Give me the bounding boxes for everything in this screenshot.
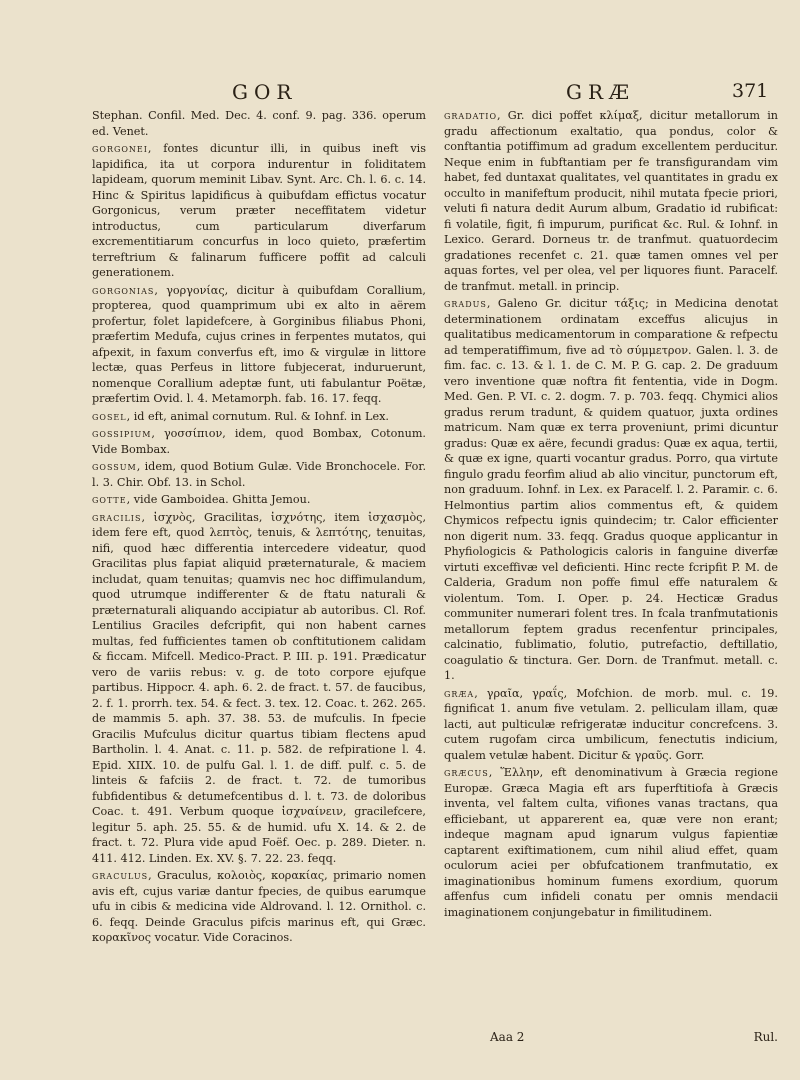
dictionary-entry: gotte, vide Gamboidea. Ghitta Jemou. <box>92 493 311 506</box>
entry-headword: gracilis <box>92 510 142 524</box>
dictionary-entry <box>92 108 426 139</box>
entry-headword: graculus <box>92 869 149 882</box>
running-head-right: GRÆ <box>566 80 636 104</box>
dictionary-entry: gossipium, γοσσίπιον, idem, quod Bombax, Cotonum. Vide Bombax. <box>92 427 426 456</box>
entry-text: Galeno Gr. dicitur τάξις; in Medicina denotat determinationem ordinatam exceffus alicujus in qualitatibus medicamentorum in comparatione & refpectu ad temperatiffimum, five ad τὸ σύμμετρον. Galen. l. 3. de fim. fac. c. 13. & l. 1. de C. M. P. G. cap. 2. De graduum vero inventione quæ noftra fit fententia, vide in Dogm. Med. Gen. P. VI. c. 2. dogm. 7. p. 703. feqq. Chymici alios gradus rerum tradunt, & quidem quatuor, juxta ordines matricum. Nam quæ ex terra proveniunt, primi dicuntur gradus: Quæ ex aëre, fecundi gradus: Quæ ex aqua, tertii, & quæ ex igne, quarti vocantur gradus. Porro, qua virtute fingulo gradu feorfim aliud ab alio vincitur, punctorum eft, non graduum. Iohnf. in Lex. ex Paracelf. l. 2. Paramir. c. 6. Helmontius partim alios commentus eft, & quidem Chymicos refpectu ignis quindecim; tr. Calor efficienter non digerit num. 33. feqq. Gradus quoque applicantur in Phyfiologicis & Pathologicis caloris in fanguine diverfæ virtuti exceffivæ vel deficienti. Hinc recte fcripfit P. M. de Calderia, Gradum non poffe fimul effe naturalem & violentum. Tom. I. Oper. p. 24. Hecticæ Gradus communiter numerari folent tres. In fcala tranfmutationis metallorum feptem gradus recenfentur principales, calcinatio, fublimatio, folutio, putrefactio, deftillatio, coagulatio & tinctura. Ger. Dorn. de Tranfmut. metall. c. 1. <box>444 297 778 682</box>
signature-mark: Aaa 2 <box>490 1030 525 1044</box>
entry-headword: gossum <box>92 460 137 473</box>
dictionary-entry: gorgonias, γοργονίας, dicitur à quibufdam Corallium, propterea, quod quamprimum ubi ex alto in aërem profertur, folet lapidefcere, à Gorginibus filiabus Phoni, præfertim Medufa, cujus crines in ferpentes mutatos, qui afpexit, in faxum converfus eft, imo & virgulæ in littore lectæ, quas Perfeus in littore fubjecerat, induruerunt, nomenque Corallium adeptæ funt, uti fabulantur Poëtæ, præfertim Ovid. l. 4. Metamorph. fab. 16. 17. feqq. <box>92 283 426 405</box>
entry-text: γοσσίπιον, idem, quod Bombax, Cotonum. Vide Bombax. <box>92 427 426 456</box>
dictionary-entry: gorgonei, fontes dicuntur illi, in quibus ineft vis lapidifica, ita ut corpora indurentur in foliditatem lapideam, quorum meminit Libav. Synt. Arc. Ch. l. 6. c. 14. Hinc & Spiritus lapidificus à quibufdam effictus vocatur Gorgonicus, verum præter neceffitatem videtur introductus, cum particularum diverfarum excrementitiarum concurfus in loco quieto, præfertim terreftrium & falinarum fufficere poffit ad calculi generationem. <box>92 142 426 279</box>
text-columns <box>92 108 778 948</box>
entry-text: γοργονίας, dicitur à quibufdam Corallium, propterea, quod quamprimum ubi ex alto in aërem profertur, folet lapidefcere, à Gorginibus filiabus Phoni, præfertim Medufa, cujus crines in ferpentes mutatos, qui afpexit, in faxum converfus eft, imo & virgulæ in littore lectæ, quas Perfeus in littore fubjecerat, induruerunt, nomenque Corallium adeptæ funt, uti fabulantur Poëtæ, præfertim Ovid. l. 4. Metamorph. fab. 16. 17. feqq. <box>92 283 426 405</box>
right-column <box>444 108 778 948</box>
dictionary-entry: græcus, Ἕλλην, eft denominativum à Græcia regione Europæ. Græca Magia eft ars fuperftitiofa à Græcis inventa, vel faltem culta, vifiones vanas tractans, qua efficiebant, ut apparerent ea, quæ vere non erant; indeque magnam apud ignarum vulgus fapientiæ captarent exiftimationem, cum nihil aliud effet, quam oculorum aciei per obfufcationem tranfmutatio, ex imaginationibus hominum fumens exordium, quorum affenfus cum infideli conatu per omnis mendacii imaginationem conjungebatur in fimilitudinem. <box>444 766 778 919</box>
entry-headword: gradatio <box>444 109 497 122</box>
entry-text: γραῖα, γραΐς, Mofchion. de morb. mul. c. 19. fignificat 1. anum five vetulam. 2. pelliculam illam, quæ lacti, aut pulticulæ refrigeratæ inducitur concrefcens. 3. cutem rugofam circa umbilicum, fenectutis indicium, qualem vetulæ habent. Dicitur & γραῦς. Gorr. <box>444 686 778 762</box>
entry-text: Graculus, κολοιὸς, κορακίας, primario nomen avis eft, cujus variæ dantur fpecies, de quibus earumque ufu in cibis & medicina vide Aldrovand. l. 12. Ornithol. c. 6. feqq. Deinde Graculus pifcis marinus eft, qui Græc. κορακῖνος vocatur. Vide Coracinos. <box>92 869 426 944</box>
entry-headword: gotte <box>92 493 127 506</box>
dictionary-entry: gradus, Galeno Gr. dicitur τάξις; in Medicina denotat determinationem ordinatam exceffus alicujus in qualitatibus medicamentorum in comparatione & refpectu ad temperatiffimum, five ad τὸ σύμμετρον. Galen. l. 3. de fim. fac. c. 13. & l. 1. de C. M. P. G. cap. 2. De graduum vero inventione quæ noftra fit fententia, vide in Dogm. Med. Gen. P. VI. c. 2. dogm. 7. p. 703. feqq. Chymici alios gradus rerum tradunt, & quidem quatuor, juxta ordines matricum. Nam quæ ex terra proveniunt, primi dicuntur gradus: Quæ ex aëre, fecundi gradus: Quæ ex aqua, tertii, & quæ ex igne, quarti vocantur gradus. Porro, qua virtute fingulo gradu feorfim aliud ab alio vincitur, punctorum eft, non graduum. Iohnf. in Lex. ex Paracelf. l. 2. Paramir. c. 6. Helmontius partim alios commentus eft, & quidem Chymicos refpectu ignis quindecim; tr. Calor efficienter non digerit num. 33. feqq. Gradus quoque applicantur in Phyfiologicis & Pathologicis caloris in fanguine diverfæ virtuti exceffivæ vel deficienti. Hinc recte fcripfit P. M. de Calderia, Gradum non poffe fimul effe naturalem & violentum. Tom. I. Oper. p. 24. Hecticæ Gradus communiter numerari folent tres. In fcala tranfmutationis metallorum feptem gradus recenfentur principales, calcinatio, fublimatio, folutio, putrefactio, deftillatio, coagulatio & tinctura. Ger. Dorn. de Tranfmut. metall. c. 1. <box>444 297 778 682</box>
dictionary-entry: graculus, Graculus, κολοιὸς, κορακίας, primario nomen avis eft, cujus variæ dantur fpecies, de quibus earumque ufu in cibis & medicina vide Aldrovand. l. 12. Ornithol. c. 6. feqq. Deinde Graculus pifcis marinus eft, qui Græc. κορακῖνος vocatur. Vide Coracinos. <box>92 869 426 944</box>
entry-headword: gorgonias <box>92 283 155 297</box>
dictionary-entry: græa, γραῖα, γραΐς, Mofchion. de morb. mul. c. 19. fignificat 1. anum five vetulam. 2. pelliculam illam, quæ lacti, aut pulticulæ refrigeratæ inducitur concrefcens. 3. cutem rugofam circa umbilicum, fenectutis indicium, qualem vetulæ habent. Dicitur & γραῦς. Gorr. <box>444 686 778 762</box>
dictionary-entry: gossum, idem, quod Botium Gulæ. Vide Bronchocele. For. l. 3. Chir. Obf. 13. in Schol. <box>92 460 426 489</box>
left-column <box>92 108 426 948</box>
entry-text: idem, quod Botium Gulæ. Vide Bronchocele. For. l. 3. Chir. Obf. 13. in Schol. <box>92 460 426 489</box>
running-head-left: GOR <box>232 80 298 104</box>
entry-headword: gosel <box>92 409 127 423</box>
entry-headword: græcus <box>444 766 489 779</box>
entry-text: Ἕλλην, eft denominativum à Græcia regione Europæ. Græca Magia eft ars fuperftitiofa à Græcis inventa, vel faltem culta, vifiones vanas tractans, qua efficiebant, ut apparerent ea, quæ vere non erant; indeque magnam apud ignarum vulgus fapientiæ captarent exiftimationem, cum nihil aliud effet, quam oculorum aciei per obfufcationem tranfmutatio, ex imaginationibus hominum fumens exordium, quorum affenfus cum infideli conatu per omnis mendacii imaginationem conjungebatur in fimilitudinem. <box>444 766 778 919</box>
dictionary-entry: gracilis, ἰσχνὸς, Gracilitas, ἰσχνότης, item ἰσχασμὸς, idem fere eft, quod λεπτὸς, tenuis, & λεπτότης, tenuitas, nifi, quod hæc differentia intercedere videatur, quod Gracilitas plus fapiat aliquid præternaturale, & maciem includat, quam tenuitas; quamvis nec hoc diffimulandum, quod utrumque indifferenter & de ftatu naturali & præternaturali aliquando accipiatur ab autoribus. Cl. Rof. Lentilius Graciles defcripfit, qui non habent carnes multas, fed fufficientes tamen ob conftitutionem calidam & ficcam. Mifcell. Medico-Pract. P. III. p. 191. Prædicatur vero de variis rebus: v. g. de toto corpore ejufque partibus. Hippocr. 4. aph. 6. 2. de fract. t. 57. de faucibus, 2. f. 1. prorrh. tex. 54. & fect. 3. tex. 12. Coac. t. 262. 265. de mammis 5. aph. 37. 38. 53. de mufculis. In fpecie Gracilis Mufculus dicitur quartus tibiam flectens apud Bartholin. l. 4. Anat. c. 11. p. 582. de refpiratione l. 4. Epid. XIIX. 10. de pulfu Gal. l. 1. de diff. pulf. c. 5. de linteis & fafciis 2. de fract. t. 72. de tumoribus fubfidentibus & detumefcentibus d. l. t. 73. de doloribus Coac. t. 491. Verbum quoque ἰσχναίνειν, gracilefcere, legitur 5. aph. 25. 55. & de humid. ufu X. 14. & 2. de fract. t. 72. Plura vide apud Foëf. Oec. p. 289. Dieter. n. 411. 412. Linden. Ex. XV. §. 7. 22. 23. feqq. <box>92 510 426 865</box>
entry-text: id eft, animal cornutum. Rul. & Iohnf. in Lex. <box>133 409 389 423</box>
entry-text: Stephan. Confil. Med. Dec. 4. conf. 9. pag. 336. operum ed. Venet. <box>92 109 426 138</box>
entry-text: Gr. dici poffet κλίμαξ, dicitur metallorum in gradu affectionum exaltatio, qua pondus, color & conftantia potiffimum ad gradum excellentem perducitur. Neque enim in fubftantiam per fe transfigurandam vim habet, fed duntaxat qualitates, vel quantitates in gradu ex occulto in manifeftum producit, nihil mutata fpecie priori, veluti fi natura dedit Aurum album, Gradatio id rubificat: fi volatile, figit, fi impurum, purificat &c. Rul. & Iohnf. in Lexico. Gerard. Dorneus tr. de tranfmut. quatuordecim gradationes recenfet c. 21. quæ tamen omnes vel per aquas fortes, vel per olea, vel per liquores fiunt. Paracelf. de tranfmut. metall. in princip. <box>444 109 778 293</box>
dictionary-entry: gosel, id eft, animal cornutum. Rul. & Iohnf. in Lex. <box>92 409 389 423</box>
catchword: Rul. <box>753 1030 778 1044</box>
page-number: 371 <box>732 80 769 102</box>
entry-headword: gossipium <box>92 427 152 440</box>
dictionary-entry: gradatio, Gr. dici poffet κλίμαξ, dicitur metallorum in gradu affectionum exaltatio, qua pondus, color & conftantia potiffimum ad gradum excellentem perducitur. Neque enim in fubftantiam per fe transfigurandam vim habet, fed duntaxat qualitates, vel quantitates in gradu ex occulto in manifeftum producit, nihil mutata fpecie priori, veluti fi natura dedit Aurum album, Gradatio id rubificat: fi volatile, figit, fi impurum, purificat &c. Rul. & Iohnf. in Lexico. Gerard. Dorneus tr. de tranfmut. quatuordecim gradationes recenfet c. 21. quæ tamen omnes vel per aquas fortes, vel per olea, vel per liquores fiunt. Paracelf. de tranfmut. metall. in princip. <box>444 109 778 293</box>
entry-text: ἰσχνὸς, Gracilitas, ἰσχνότης, item ἰσχασμὸς, idem fere eft, quod λεπτὸς, tenuis, & λεπτότης, tenuitas, nifi, quod hæc differentia intercedere videatur, quod Gracilitas plus fapiat aliquid præternaturale, & maciem includat, quam tenuitas; quamvis nec hoc diffimulandum, quod utrumque indifferenter & de ftatu naturali & præternaturali aliquando accipiatur ab autoribus. Cl. Rof. Lentilius Graciles defcripfit, qui non habent carnes multas, fed fufficientes tamen ob conftitutionem calidam & ficcam. Mifcell. Medico-Pract. P. III. p. 191. Prædicatur vero de variis rebus: v. g. de toto corpore ejufque partibus. Hippocr. 4. aph. 6. 2. de fract. t. 57. de faucibus, 2. f. 1. prorrh. tex. 54. & fect. 3. tex. 12. Coac. t. 262. 265. de mammis 5. aph. 37. 38. 53. de mufculis. In fpecie Gracilis Mufculus dicitur quartus tibiam flectens apud Bartholin. l. 4. Anat. c. 11. p. 582. de refpiratione l. 4. Epid. XIIX. 10. de pulfu Gal. l. 1. de diff. pulf. c. 5. de linteis & fafciis 2. de fract. t. 72. de tumoribus fubfidentibus & detumefcentibus d. l. t. 73. de doloribus Coac. t. 491. Verbum quoque ἰσχναίνειν, gracilefcere, legitur 5. aph. 25. 55. & de humid. ufu X. 14. & 2. de fract. t. 72. Plura vide apud Foëf. Oec. p. 289. Dieter. n. 411. 412. Linden. Ex. XV. §. 7. 22. 23. feqq. <box>92 510 426 865</box>
entry-headword: gradus <box>444 297 487 310</box>
page-footer <box>490 1030 778 1044</box>
entry-text: fontes dicuntur illi, in quibus ineft vis lapidifica, ita ut corpora indurentur in foliditatem lapideam, quorum meminit Libav. Synt. Arc. Ch. l. 6. c. 14. Hinc & Spiritus lapidificus à quibufdam effictus vocatur Gorgonicus, verum præter neceffitatem videtur introductus, cum particularum diverfarum excrementitiarum concurfus in loco quieto, præfertim terreftrium & falinarum fufficere poffit ad calculi generationem. <box>92 142 426 279</box>
entry-headword: græa <box>444 686 475 700</box>
entry-headword: gorgonei <box>92 142 148 155</box>
entry-text: vide Gamboidea. Ghitta Jemou. <box>133 493 311 506</box>
